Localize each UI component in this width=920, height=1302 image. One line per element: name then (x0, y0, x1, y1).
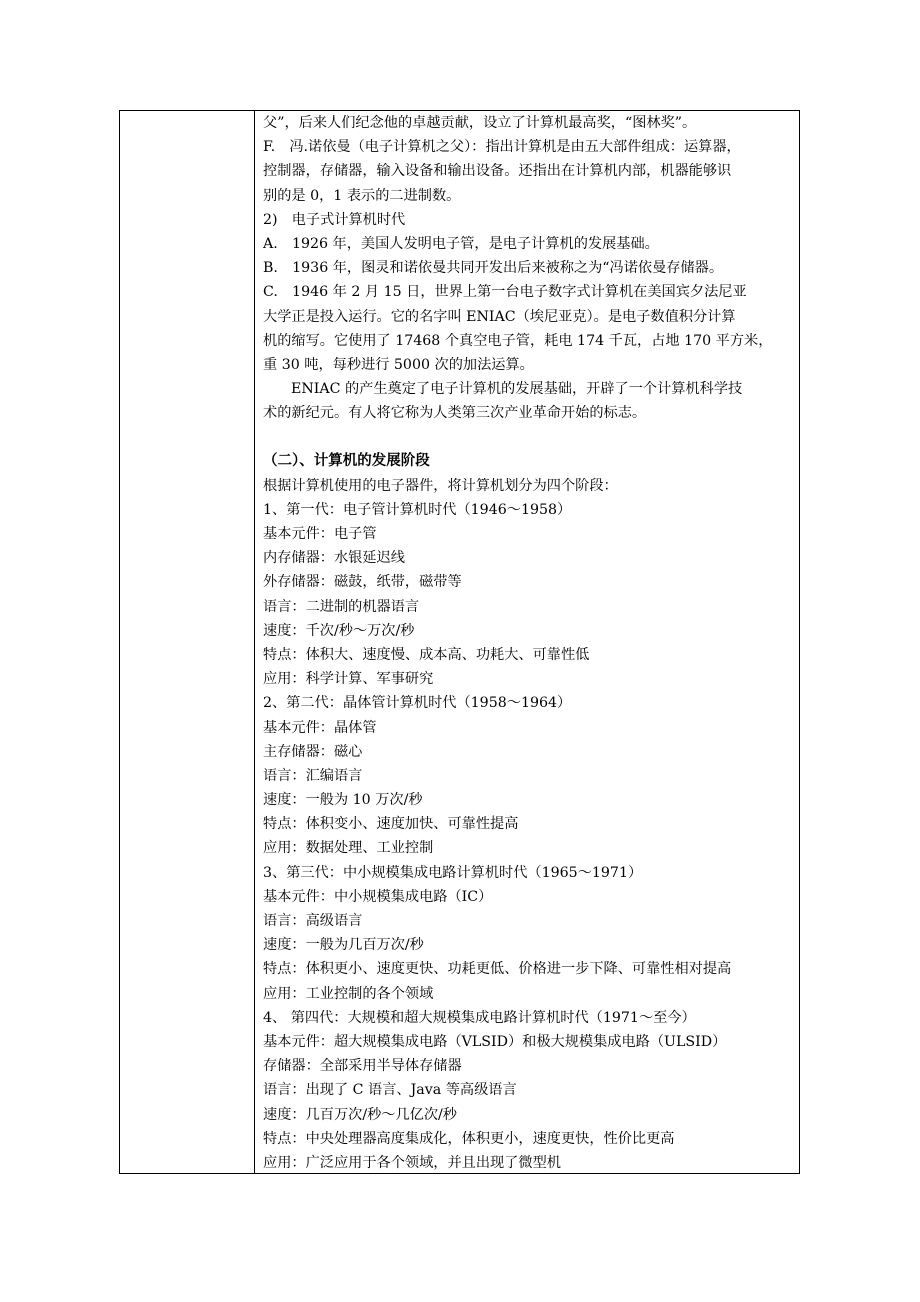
intro-line: 控制器，存储器，输入设备和输出设备。还指出在计算机内部，机器能够识 (263, 163, 732, 180)
body-line: 3、第三代：中小规模集成电路计算机时代（1965～1971） (263, 864, 643, 881)
body-line: 语言：出现了 C 语言、Java 等高级语言 (263, 1082, 517, 1099)
body-line: 主存储器：磁心 (263, 743, 363, 760)
intro-line: 父”，后来人们纪念他的卓越贡献，设立了计算机最高奖，“图林奖”。 (263, 115, 697, 131)
intro-block (263, 111, 793, 377)
body-line: 速度：一般为 10 万次/秒 (263, 792, 423, 809)
body-line: 语言：高级语言 (263, 913, 363, 929)
document-table (119, 110, 800, 1174)
body-line: 根据计算机使用的电子器件，将计算机划分为四个阶段： (263, 477, 618, 494)
body-line: 基本元件：电子管 (263, 526, 377, 542)
intro-line: 2) 电子式计算机时代 (263, 211, 406, 228)
body-line: 基本元件：超大规模集成电路（VLSID）和极大规模集成电路（ULSID） (263, 1033, 727, 1050)
body-line: 内存储器：水银延迟线 (263, 550, 405, 567)
blank-line (263, 425, 793, 449)
intro-line: 机的缩写。它使用了 17468 个真空电子管，耗电 174 千瓦，占地 170 平方米， (263, 332, 773, 349)
intro-line: A. 1926 年，美国人发明电子管，是电子计算机的发展基础。 (263, 235, 659, 252)
intro-line: 大学正是投入运行。它的名字叫 ENIAC（埃尼亚克）。是电子数值积分计算 (263, 308, 736, 325)
eniac-paragraph (263, 377, 793, 425)
body-line: 4、 第四代：大规模和超大规模集成电路计算机时代（1971～至今） (263, 1009, 696, 1026)
section-heading: （二）、计算机的发展阶段 (263, 453, 430, 470)
intro-line: C. 1946 年 2 月 15 日，世界上第一台电子数字式计算机在美国宾夕法尼亚 (263, 284, 747, 301)
body-line: 特点：体积变小、速度加快、可靠性提高 (263, 816, 519, 833)
body-line: 应用：数据处理、工业控制 (263, 840, 434, 857)
body-line: 存储器：全部采用半导体存储器 (263, 1058, 462, 1075)
body-line: 1、第一代：电子管计算机时代（1946～1958） (263, 501, 572, 518)
eniac-line: 术的新纪元。有人将它称为人类第三次产业革命开始的标志。 (263, 405, 647, 422)
body-line: 外存储器：磁鼓，纸带，磁带等 (263, 574, 462, 591)
body-line: 应用：工业控制的各个领域 (263, 985, 434, 1002)
body-line: 应用：广泛应用于各个领域，并且出现了微型机 (263, 1154, 561, 1171)
intro-line: F. 冯.诺依曼（电子计算机之父）：指出计算机是由五大部件组成：运算器， (263, 139, 741, 156)
body-line: 基本元件：晶体管 (263, 719, 377, 736)
left-empty-column (120, 111, 255, 1173)
stages-block (263, 474, 793, 1175)
body-line: 速度：一般为几百万次/秒 (263, 937, 424, 954)
body-line: 特点：体积更小、速度更快、功耗更低、价格进一步下降、可靠性相对提高 (263, 961, 732, 978)
body-line: 速度：几百万次/秒～几亿次/秒 (263, 1106, 457, 1123)
body-line: 特点：体积大、速度慢、成本高、功耗大、可靠性低 (263, 646, 590, 663)
body-line: 2、第二代：晶体管计算机时代（1958～1964） (263, 695, 572, 712)
intro-line: B. 1936 年，图灵和诺依曼共同开发出后来被称之为“冯诺依曼存储器。 (263, 260, 724, 277)
body-line: 特点：中央处理器高度集成化，体积更小，速度更快，性价比更高 (263, 1130, 675, 1147)
body-line: 语言：汇编语言 (263, 767, 363, 784)
body-line: 语言：二进制的机器语言 (263, 598, 420, 615)
body-line: 应用：科学计算、军事研究 (263, 671, 434, 688)
body-line: 基本元件：中小规模集成电路（IC） (263, 888, 493, 905)
content-column (263, 111, 793, 1175)
intro-line: 重 30 吨，每秒进行 5000 次的加法运算。 (263, 356, 534, 373)
body-line: 速度：千次/秒～万次/秒 (263, 622, 415, 639)
eniac-line: ENIAC 的产生奠定了电子计算机的发展基础，开辟了一个计算机科学技 (291, 381, 743, 398)
intro-line: 别的是 0，1 表示的二进制数。 (263, 187, 461, 204)
